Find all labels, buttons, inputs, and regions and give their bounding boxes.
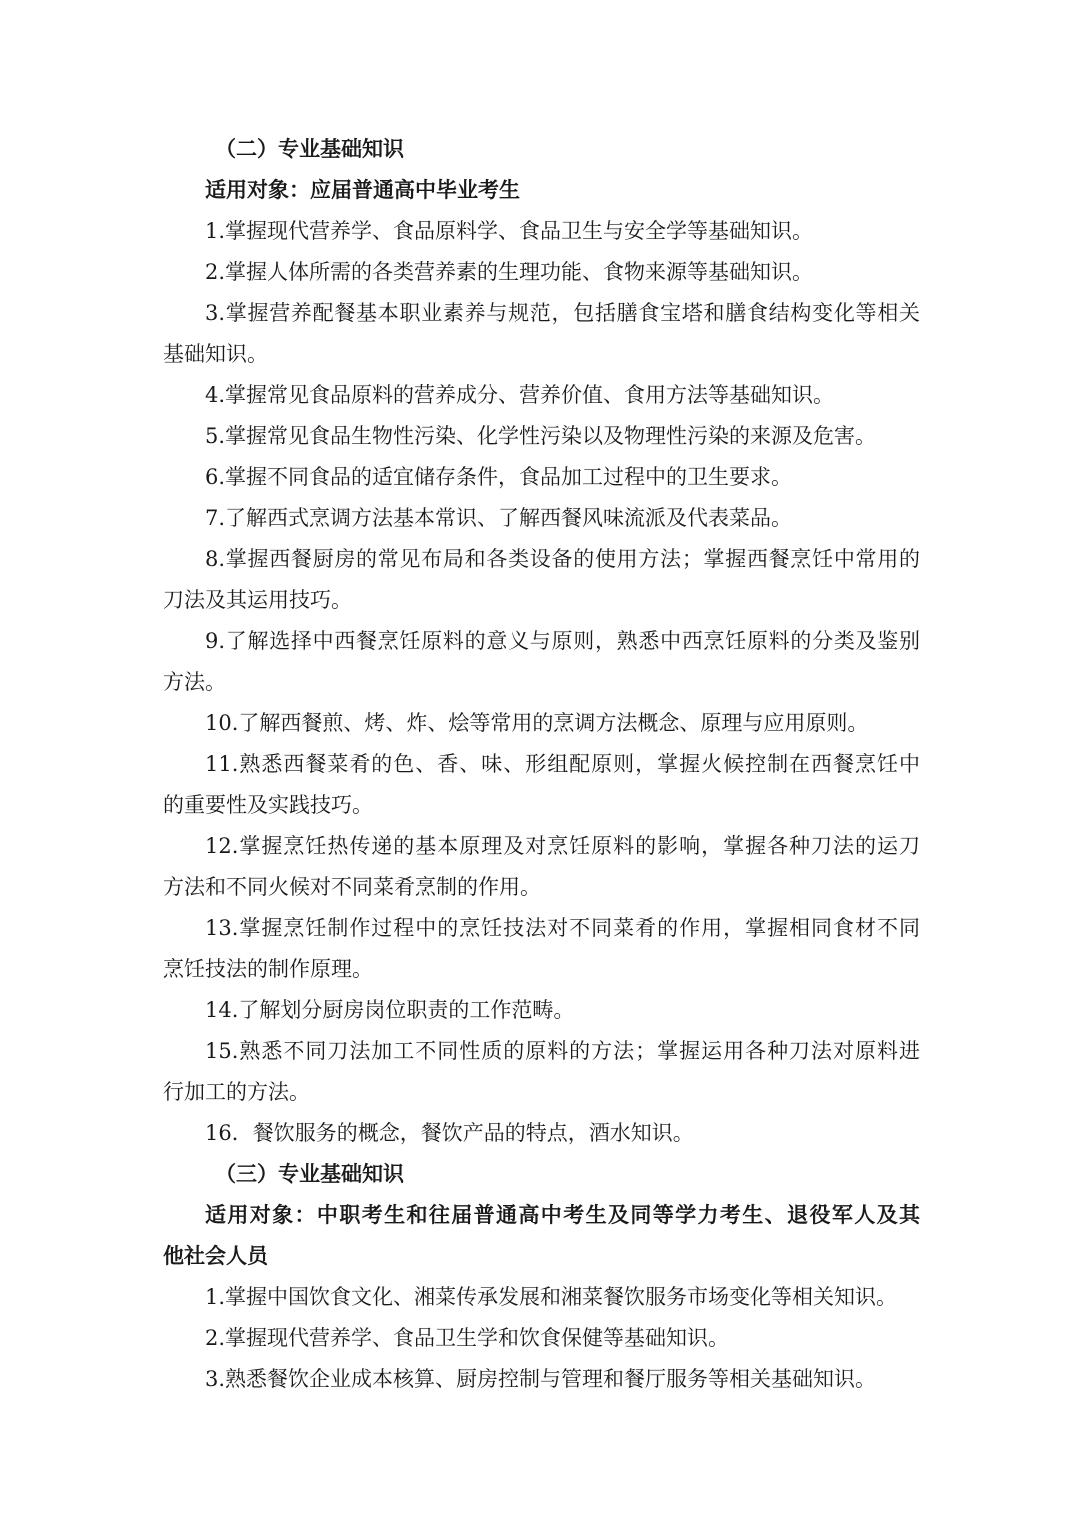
section-2-item-15-line-1: 15.熟悉不同刀法加工不同性质的原料的方法；掌握运用各种刀法对原料进 [205, 1039, 920, 1063]
section-2-item-1: 1.掌握现代营养学、食品原料学、食品卫生与安全学等基础知识。 [205, 219, 814, 243]
section-2-item-4: 4.掌握常见食品原料的营养成分、营养价值、食用方法等基础知识。 [205, 383, 835, 407]
section-2-target: 适用对象：应届普通高中毕业考生 [205, 178, 520, 202]
section-2-item-7: 7.了解西式烹调方法基本常识、了解西餐风味流派及代表菜品。 [205, 506, 793, 530]
section-3-heading: （三）专业基础知识 [215, 1162, 404, 1186]
section-2-item-9-line-1: 9.了解选择中西餐烹饪原料的意义与原则，熟悉中西烹饪原料的分类及鉴别 [205, 629, 920, 653]
section-2-heading: （二）专业基础知识 [215, 137, 404, 161]
section-2-item-13-line-1: 13.掌握烹饪制作过程中的烹饪技法对不同菜肴的作用，掌握相同食材不同 [205, 916, 920, 940]
document-body [163, 129, 920, 1400]
section-2-item-14: 14.了解划分厨房岗位职责的工作范畴。 [205, 998, 575, 1022]
section-3-target-line-1: 适用对象：中职考生和往届普通高中考生及同等学力考生、退役军人及其 [205, 1203, 920, 1227]
section-3-item-2: 2.掌握现代营养学、食品卫生学和饮食保健等基础知识。 [205, 1326, 730, 1350]
section-2-item-16: 16．餐饮服务的概念，餐饮产品的特点，酒水知识。 [205, 1121, 694, 1145]
section-2-item-9-line-2: 方法。 [163, 670, 226, 694]
section-2-item-10: 10.了解西餐煎、烤、炸、烩等常用的烹调方法概念、原理与应用原则。 [205, 711, 869, 735]
section-2-item-12-line-1: 12.掌握烹饪热传递的基本原理及对烹饪原料的影响，掌握各种刀法的运刀 [205, 834, 920, 858]
section-2-item-8-line-2: 刀法及其运用技巧。 [163, 588, 352, 612]
section-2-item-2: 2.掌握人体所需的各类营养素的生理功能、食物来源等基础知识。 [205, 260, 814, 284]
section-3-item-1: 1.掌握中国饮食文化、湘菜传承发展和湘菜餐饮服务市场变化等相关知识。 [205, 1285, 898, 1309]
section-2-item-11-line-1: 11.熟悉西餐菜肴的色、香、味、形组配原则，掌握火候控制在西餐烹饪中 [205, 752, 920, 776]
section-2-item-3-line-2: 基础知识。 [163, 342, 268, 366]
section-3-target-line-2: 他社会人员 [163, 1244, 268, 1268]
section-2-item-15-line-2: 行加工的方法。 [163, 1080, 310, 1104]
section-2-item-12-line-2: 方法和不同火候对不同菜肴烹制的作用。 [163, 875, 541, 899]
section-2-item-8-line-1: 8.掌握西餐厨房的常见布局和各类设备的使用方法；掌握西餐烹饪中常用的 [205, 547, 920, 571]
section-3-item-3: 3.熟悉餐饮企业成本核算、厨房控制与管理和餐厅服务等相关基础知识。 [205, 1367, 877, 1391]
section-2-item-5: 5.掌握常见食品生物性污染、化学性污染以及物理性污染的来源及危害。 [205, 424, 877, 448]
section-2-item-6: 6.掌握不同食品的适宜储存条件，食品加工过程中的卫生要求。 [205, 465, 793, 489]
section-2-item-13-line-2: 烹饪技法的制作原理。 [163, 957, 373, 981]
section-2-item-3-line-1: 3.掌握营养配餐基本职业素养与规范，包括膳食宝塔和膳食结构变化等相关 [205, 301, 920, 325]
section-2-item-11-line-2: 的重要性及实践技巧。 [163, 793, 373, 817]
